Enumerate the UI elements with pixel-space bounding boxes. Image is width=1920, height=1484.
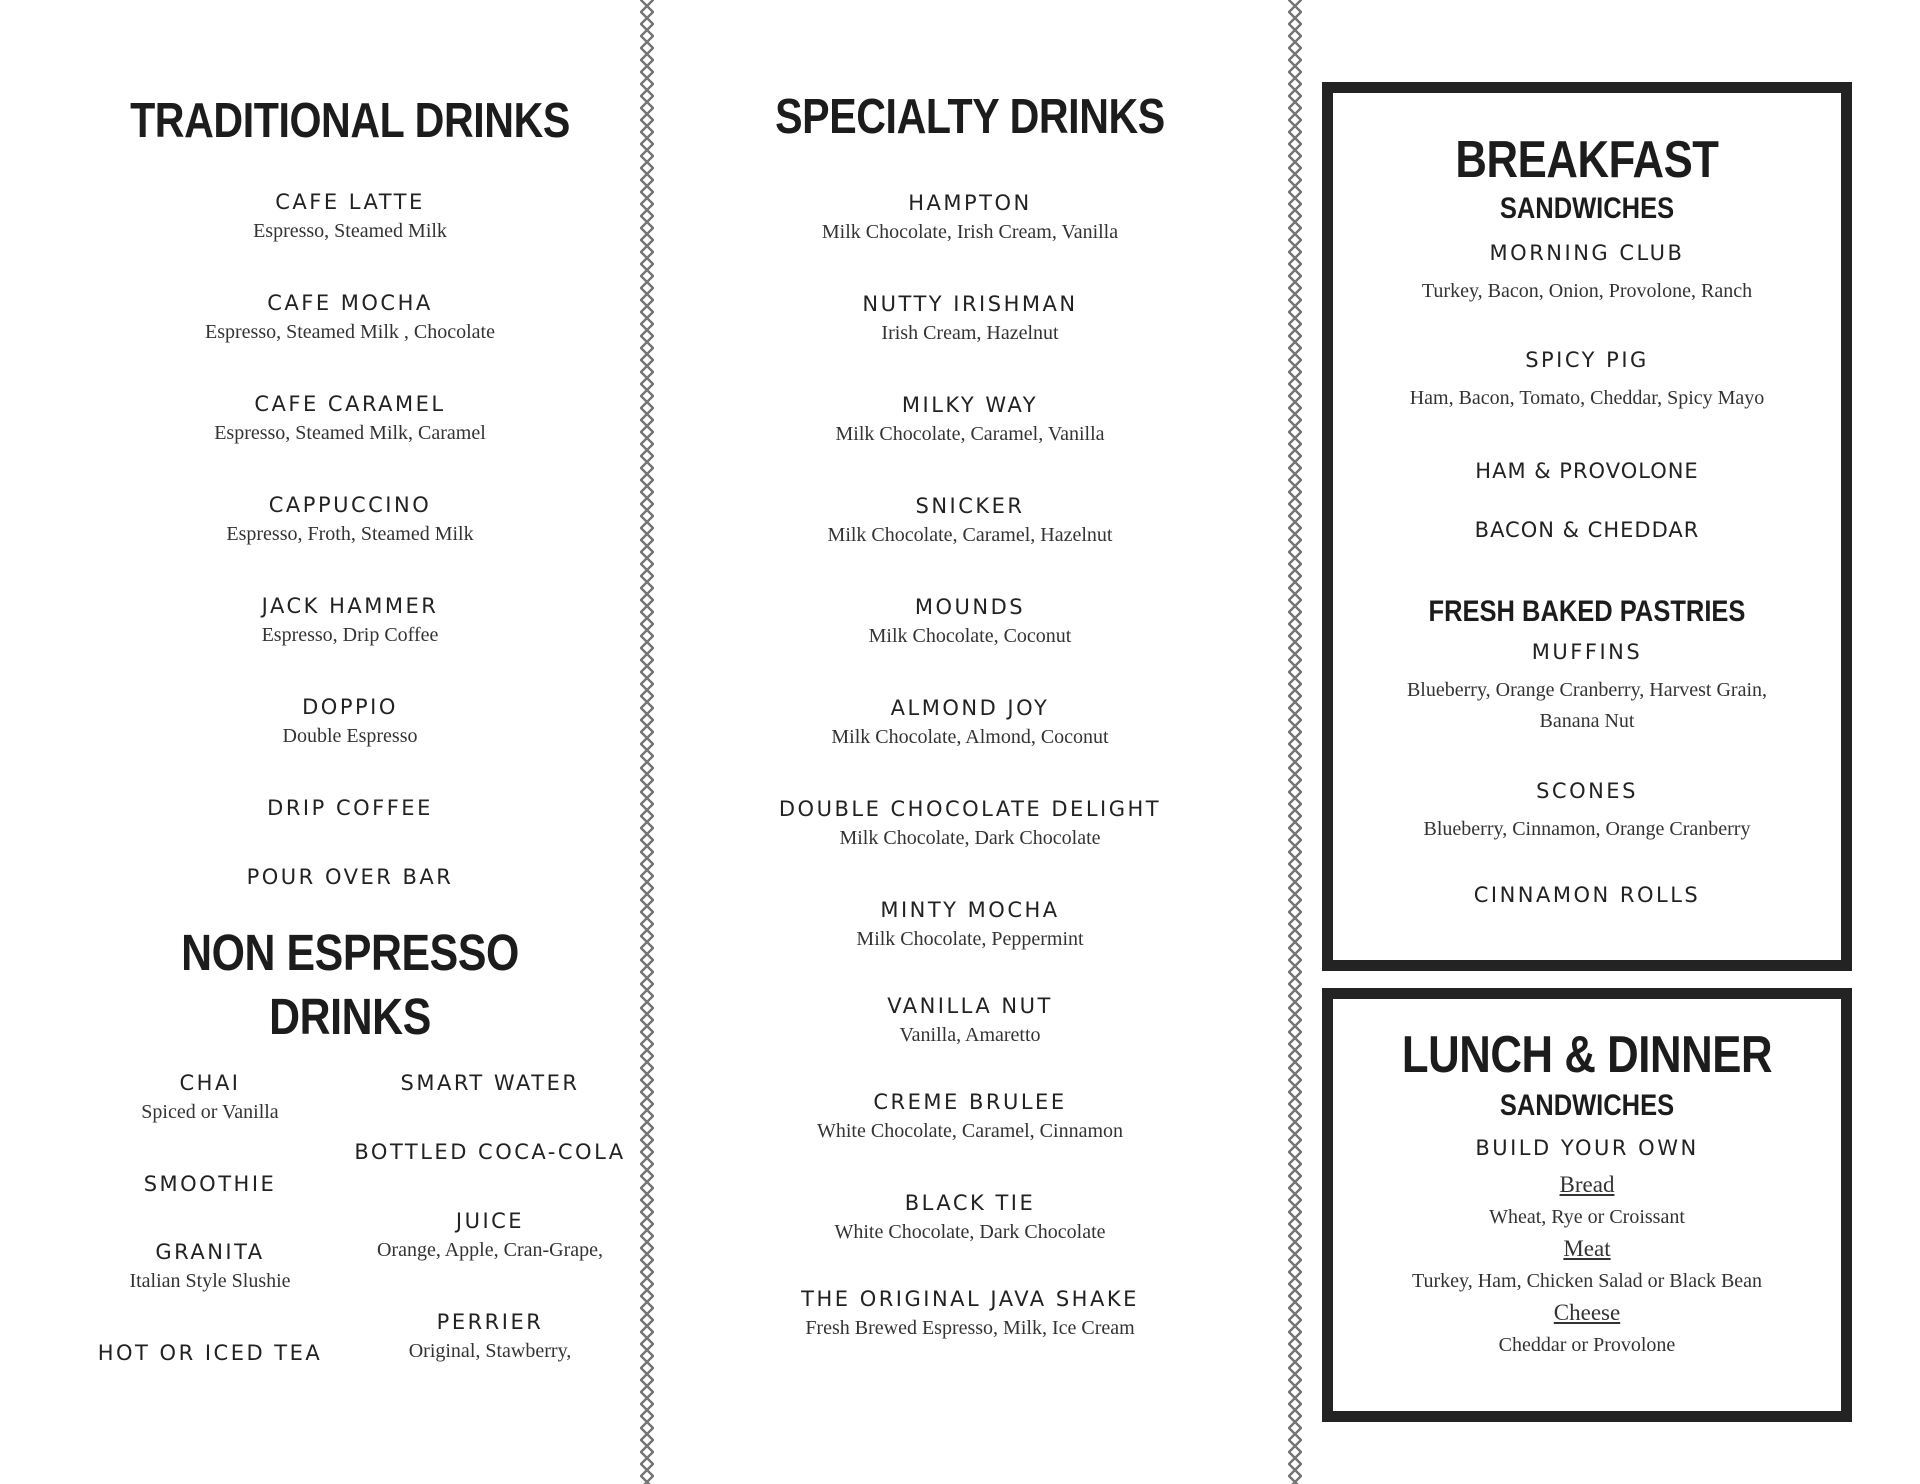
item-name: JUICE (455, 1209, 525, 1233)
item-description: Milk Chocolate, Dark Chocolate (839, 827, 1101, 849)
list-item (60, 863, 640, 903)
item-description: Turkey, Bacon, Onion, Provolone, Ranch (1421, 280, 1753, 302)
list-item (1333, 516, 1841, 562)
item-name: SNICKER (915, 494, 1025, 518)
list-item (70, 1069, 350, 1170)
item-description: Original, Stawberry, (408, 1340, 572, 1362)
list-item (60, 794, 640, 863)
item-name: SCONES (1536, 779, 1638, 803)
list-item (60, 188, 640, 289)
list-item (1333, 771, 1841, 881)
item-name: DOPPIO (302, 695, 398, 719)
item-name: BOTTLED COCA-COLA (354, 1140, 626, 1164)
item-description: Milk Chocolate, Irish Cream, Vanilla (821, 221, 1119, 243)
item-description: Ham, Bacon, Tomato, Cheddar, Spicy Mayo (1409, 387, 1765, 409)
item-name: HAM & PROVOLONE (1475, 459, 1699, 483)
list-item (1333, 233, 1841, 340)
option-label: Cheese (1553, 1300, 1621, 1325)
list-item (70, 1238, 350, 1339)
list-item (60, 289, 640, 390)
build-your-own-label: BUILD YOUR OWN (1475, 1136, 1699, 1160)
item-description: Blueberry, Cinnamon, Orange Cranberry (1423, 818, 1751, 840)
item-description: White Chocolate, Dark Chocolate (834, 1221, 1106, 1243)
item-description: Spiced or Vanilla (141, 1101, 279, 1123)
item-name: JACK HAMMER (261, 594, 439, 618)
item-description: White Chocolate, Caramel, Cinnamon (816, 1120, 1124, 1142)
breakfast-sandwiches-heading: SANDWICHES (1499, 192, 1675, 225)
list-item (60, 592, 640, 693)
list-item (350, 1138, 630, 1207)
item-description: Irish Cream, Hazelnut (881, 322, 1059, 344)
item-description: Espresso, Steamed Milk (253, 220, 447, 242)
item-description: Milk Chocolate, Caramel, Hazelnut (827, 524, 1113, 546)
item-name: CREME BRULEE (873, 1090, 1067, 1114)
lunch-dinner-box (1322, 988, 1852, 1422)
list-item (1333, 881, 1841, 909)
item-name: BACON & CHEDDAR (1474, 518, 1700, 542)
item-name: SMART WATER (400, 1071, 580, 1095)
item-name: CAFE CARAMEL (254, 392, 446, 416)
list-item (650, 694, 1290, 795)
item-name: BLACK TIE (904, 1191, 1036, 1215)
list-item (60, 390, 640, 491)
list-item (1333, 457, 1841, 516)
item-description: Italian Style Slushie (129, 1270, 291, 1292)
item-description: Espresso, Drip Coffee (261, 624, 439, 646)
item-name: SPICY PIG (1525, 348, 1649, 372)
build-your-own-options (1333, 1170, 1841, 1362)
list-item (1333, 1234, 1841, 1298)
lunch-dinner-heading: LUNCH & DINNER (1401, 1026, 1773, 1084)
breakfast-heading: BREAKFAST (1455, 131, 1719, 189)
list-item (650, 391, 1290, 492)
item-name: MINTY MOCHA (880, 898, 1060, 922)
item-name: HOT OR ICED TEA (97, 1341, 323, 1365)
item-name: HAMPTON (908, 191, 1032, 215)
list-item (350, 1308, 630, 1366)
non-espresso-left-list (70, 1069, 350, 1367)
item-description: Vanilla, Amaretto (899, 1024, 1041, 1046)
item-name: CAFE LATTE (275, 190, 425, 214)
non-espresso-right-list (350, 1069, 630, 1367)
list-item (350, 1207, 630, 1308)
item-name: PERRIER (436, 1310, 544, 1334)
list-item (650, 992, 1290, 1088)
non-espresso-drinks-grid (60, 1069, 640, 1367)
option-label: Meat (1563, 1236, 1611, 1261)
list-item (1333, 1298, 1841, 1362)
breakfast-box (1322, 82, 1852, 971)
lunch-sandwiches-heading: SANDWICHES (1499, 1089, 1675, 1122)
item-name: THE ORIGINAL JAVA SHAKE (801, 1287, 1139, 1311)
item-description: Espresso, Froth, Steamed Milk (226, 523, 474, 545)
specialty-drinks-heading: SPECIALTY DRINKS (775, 90, 1165, 144)
specialty-drinks-list (650, 189, 1290, 1343)
item-description: Banana Nut (1539, 710, 1635, 732)
traditional-drinks-list (60, 188, 640, 903)
item-name: POUR OVER BAR (246, 865, 454, 889)
item-name: NUTTY IRISHMAN (862, 292, 1078, 316)
traditional-drinks-heading: TRADITIONAL DRINKS (130, 94, 570, 148)
specialty-drinks-column (650, 0, 1290, 1343)
item-name: SMOOTHIE (143, 1172, 277, 1196)
item-name: MILKY WAY (901, 393, 1039, 417)
breakfast-sandwiches-list (1333, 233, 1841, 562)
item-description: Cheddar or Provolone (1498, 1334, 1676, 1356)
pastries-list (1333, 632, 1841, 909)
list-item (70, 1170, 350, 1238)
item-name: MORNING CLUB (1489, 241, 1685, 265)
list-item (70, 1339, 350, 1367)
list-item (650, 492, 1290, 593)
list-item (650, 896, 1290, 992)
list-item (650, 189, 1290, 290)
item-description: Blueberry, Orange Cranberry, Harvest Grain, (1406, 679, 1768, 701)
non-espresso-heading-line1: NON ESPRESSO (181, 924, 519, 981)
non-espresso-heading (60, 921, 640, 1049)
option-label: Bread (1559, 1172, 1615, 1197)
list-item (650, 795, 1290, 896)
list-item (650, 1088, 1290, 1189)
item-name: CAFE MOCHA (267, 291, 433, 315)
item-description: Milk Chocolate, Almond, Coconut (831, 726, 1109, 748)
list-item (650, 593, 1290, 694)
list-item (350, 1069, 630, 1138)
item-description: Milk Chocolate, Caramel, Vanilla (835, 423, 1105, 445)
column-divider (1288, 0, 1302, 1484)
list-item (650, 1189, 1290, 1285)
non-espresso-heading-line2: DRINKS (269, 988, 431, 1045)
item-name: DRIP COFFEE (267, 796, 433, 820)
list-item (650, 290, 1290, 391)
item-description: Milk Chocolate, Peppermint (856, 928, 1084, 950)
list-item (650, 1285, 1290, 1343)
item-description: Milk Chocolate, Coconut (868, 625, 1072, 647)
list-item (1333, 340, 1841, 457)
item-description: Orange, Apple, Cran-Grape, (376, 1239, 604, 1261)
item-description: Espresso, Steamed Milk, Caramel (214, 422, 486, 444)
item-description: Double Espresso (282, 725, 418, 747)
fresh-baked-pastries-heading: FRESH BAKED PASTRIES (1428, 595, 1746, 628)
list-item (1333, 1170, 1841, 1234)
traditional-drinks-column (60, 0, 640, 1367)
item-name: VANILLA NUT (887, 994, 1053, 1018)
item-name: GRANITA (155, 1240, 265, 1264)
item-description: Fresh Brewed Espresso, Milk, Ice Cream (805, 1317, 1135, 1339)
item-description: Wheat, Rye or Croissant (1489, 1206, 1685, 1228)
item-name: CHAI (179, 1071, 241, 1095)
item-name: CAPPUCCINO (268, 493, 432, 517)
item-name: ALMOND JOY (890, 696, 1050, 720)
list-item (60, 693, 640, 794)
list-item (1333, 632, 1841, 771)
item-name: DOUBLE CHOCOLATE DELIGHT (778, 797, 1162, 821)
item-name: MOUNDS (914, 595, 1026, 619)
list-item (60, 491, 640, 592)
item-description: Espresso, Steamed Milk , Chocolate (205, 321, 495, 343)
item-name: MUFFINS (1531, 640, 1643, 664)
item-name: CINNAMON ROLLS (1473, 883, 1701, 907)
item-description: Turkey, Ham, Chicken Salad or Black Bean (1411, 1270, 1763, 1292)
